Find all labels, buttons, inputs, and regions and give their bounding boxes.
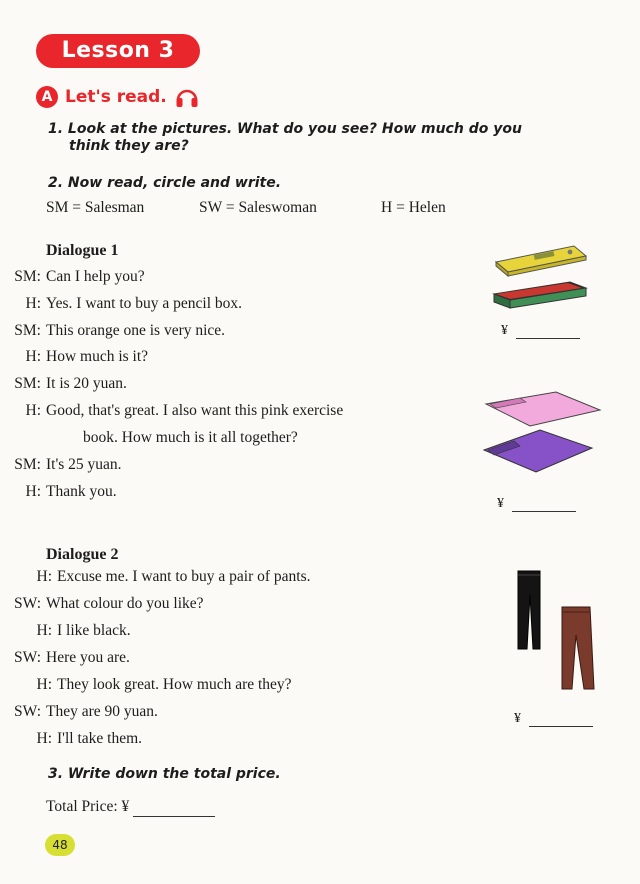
total-price-blank[interactable] [133, 799, 215, 817]
line-text: I'll take them. [57, 730, 143, 747]
legend-full: Salesman [84, 199, 145, 216]
legend-equals: = [72, 199, 82, 216]
task-1-line-1: 1. Look at the pictures. What do you see? How much do you [48, 121, 522, 137]
dialogue-line [15, 567, 311, 587]
price-blank-3 [514, 711, 593, 727]
speaker: H: [25, 483, 41, 500]
dialogue-line [4, 455, 122, 475]
purple-exercise-book-icon [484, 430, 592, 472]
line-text: It is 20 yuan. [46, 375, 127, 392]
dialogue-line [4, 374, 127, 394]
dialogue-line [15, 621, 131, 641]
speaker: SW: [14, 595, 41, 612]
section-title: Let's read. [65, 87, 167, 107]
dialogue-line [15, 729, 142, 749]
task-1-line-2: think they are? [69, 138, 189, 154]
speaker: H: [36, 622, 52, 639]
dialogue-line [4, 401, 343, 421]
line-text: Yes. I want to buy a pencil box. [46, 295, 243, 312]
line-text: Thank you. [46, 483, 117, 500]
price-blank-2 [497, 496, 576, 512]
legend-abbr: H [381, 199, 393, 216]
total-price-label: Total Price: ¥ [46, 798, 130, 815]
yen-sign: ¥ [501, 323, 508, 338]
speaker: H: [36, 730, 52, 747]
legend-equals: = [396, 199, 405, 216]
line-text: This orange one is very nice. [46, 322, 226, 339]
line-text: How much is it? [46, 348, 149, 365]
task-1 [48, 121, 568, 155]
line-text: Can I help you? [46, 268, 145, 285]
legend-saleswoman [199, 198, 317, 218]
speaker: H: [25, 348, 41, 365]
dialogue-line [4, 347, 148, 367]
speaker: SM: [14, 375, 41, 392]
dialogue-line [4, 594, 204, 614]
line-text: I like black. [57, 622, 131, 639]
speaker: SW: [14, 703, 41, 720]
line-text: What colour do you like? [46, 595, 204, 612]
yen-sign: ¥ [514, 711, 521, 726]
section-letter-badge: A [36, 86, 58, 108]
line-text: Excuse me. I want to buy a pair of pants. [57, 568, 311, 585]
line-text: Good, that's great. I also want this pink exercise [46, 402, 344, 419]
pants-illustration [510, 565, 602, 695]
dialogue-line [4, 267, 145, 287]
dialogue-1-title: Dialogue 1 [46, 242, 119, 259]
dialogue-line [4, 648, 130, 668]
speaker: SM: [14, 456, 41, 473]
yen-sign: ¥ [497, 496, 504, 511]
line-text: They look great. How much are they? [57, 676, 292, 693]
line-text: They are 90 yuan. [46, 703, 158, 720]
legend-salesman [46, 198, 144, 218]
speaker: SM: [14, 322, 41, 339]
speaker: H: [36, 676, 52, 693]
dialogue-line [4, 482, 117, 502]
legend-abbr: SW [199, 199, 222, 216]
pencil-boxes-illustration [490, 240, 590, 312]
black-pants-icon [518, 571, 540, 649]
total-price-line [46, 797, 215, 817]
lesson-title: Lesson 3 [36, 34, 200, 68]
dialogue-line [15, 675, 292, 695]
dialogue-line [4, 294, 242, 314]
brown-pants-icon [562, 607, 594, 689]
speaker: SW: [14, 649, 41, 666]
speaker: H: [25, 402, 41, 419]
task-3: 3. Write down the total price. [48, 766, 281, 782]
price-answer-blank[interactable] [516, 324, 580, 339]
dialogue-line [4, 702, 158, 722]
exercise-books-illustration [480, 388, 605, 480]
legend-full: Saleswoman [238, 199, 317, 216]
line-text: Here you are. [46, 649, 130, 666]
legend-helen [381, 198, 446, 218]
price-blank-1 [501, 323, 580, 339]
legend-full: Helen [408, 199, 446, 216]
red-pencil-box-icon [494, 282, 586, 308]
speaker: H: [25, 295, 41, 312]
legend-equals: = [225, 199, 235, 216]
line-text: It's 25 yuan. [46, 456, 122, 473]
task-2: 2. Now read, circle and write. [48, 175, 282, 191]
price-answer-blank[interactable] [512, 497, 576, 512]
pink-exercise-book-icon [486, 392, 600, 426]
dialogue-line-continued [83, 428, 298, 448]
headphones-icon [175, 86, 199, 108]
price-answer-blank[interactable] [529, 712, 593, 727]
page-number: 48 [45, 834, 75, 856]
yellow-pencil-box-icon [496, 246, 586, 276]
dialogue-line [4, 321, 225, 341]
legend-abbr: SM [46, 199, 69, 216]
dialogue-2-title: Dialogue 2 [46, 546, 119, 563]
section-a-header [36, 83, 199, 111]
speaker: SM: [14, 268, 41, 285]
speaker: H: [36, 568, 52, 585]
line-text: book. How much is it all together? [83, 429, 298, 446]
